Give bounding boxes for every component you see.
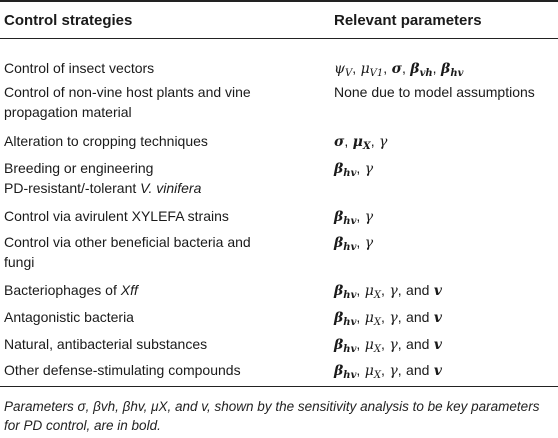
parameters-cell: σ, $\mu_X$, γ xyxy=(334,133,388,152)
parameters-cell: None due to model assumptions xyxy=(334,84,535,100)
strategy-cell: Control via avirulent XYLEFA strains xyxy=(4,208,229,224)
header-rule xyxy=(0,38,558,39)
strategy-cell: Control via other beneficial bacteria and fungi xyxy=(4,234,251,270)
table-bottom-rule xyxy=(0,386,558,387)
column-header-parameters: Relevant parameters xyxy=(334,12,482,29)
strategy-cell: Other defense-stimulating compounds xyxy=(4,362,241,378)
parameters-cell: $\beta_{hv}$, γ xyxy=(334,208,374,227)
parameters-cell: $\beta_{hv}$, $\mu_X$, γ, and v xyxy=(334,362,442,381)
strategy-cell: Control of non-vine host plants and vine propagation material xyxy=(4,84,251,120)
parameters-cell: $\beta_{hv}$, $\mu_X$, γ, and v xyxy=(334,282,442,301)
strategy-cell: Bacteriophages of Xff xyxy=(4,282,138,298)
parameters-cell: $\beta_{hv}$, γ xyxy=(334,234,374,253)
parameters-cell: $\beta_{hv}$, γ xyxy=(334,160,374,179)
table-footnote: Parameters σ, βvh, βhv, μX, and v, shown by the sensitivity analysis to be key parameters for PD control, are in bold. xyxy=(4,399,540,433)
column-header-strategies: Control strategies xyxy=(4,12,133,29)
parameters-cell: $\beta_{hv}$, $\mu_X$, γ, and v xyxy=(334,309,442,328)
strategy-cell: Breeding or engineering PD-resistant/-tolerant V. vinifera xyxy=(4,160,202,196)
strategy-cell: Antagonistic bacteria xyxy=(4,309,134,325)
strategy-cell: Control of insect vectors xyxy=(4,60,155,76)
parameters-cell: $\beta_{hv}$, $\mu_X$, γ, and v xyxy=(334,336,442,355)
strategy-cell: Natural, antibacterial substances xyxy=(4,336,208,352)
table-top-rule xyxy=(0,0,558,2)
strategy-cell: Alteration to cropping techniques xyxy=(4,133,208,149)
parameters-cell: $\psi_V$, $\mu_{V1}$, σ, $\beta_{vh}$, $\beta_{hv}$ xyxy=(334,60,464,79)
